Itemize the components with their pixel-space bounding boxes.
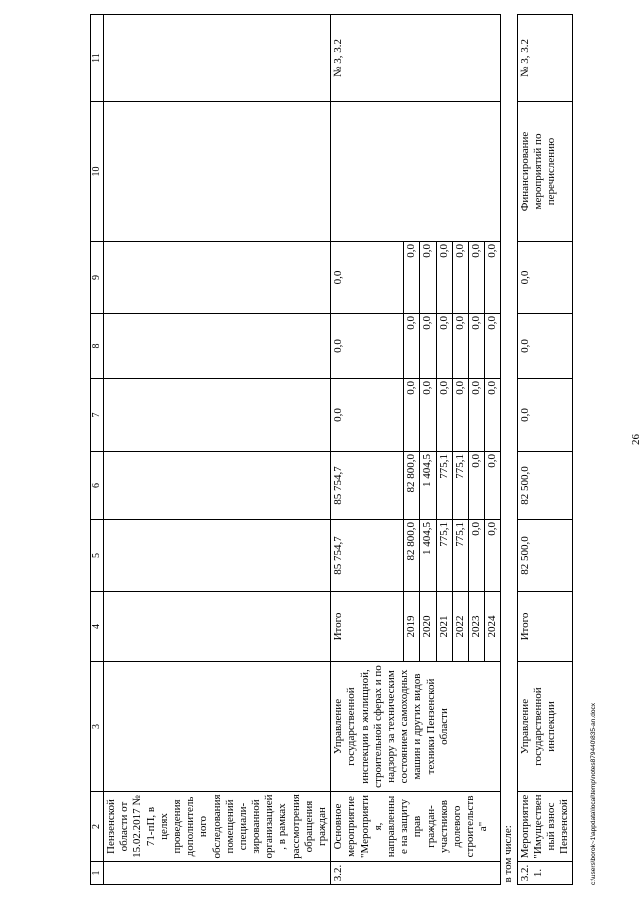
- in-that-number-label: в том числе:: [502, 825, 515, 883]
- value-cell: 0,0: [420, 314, 436, 379]
- col-header-4: 4: [91, 592, 104, 662]
- value-cell: 0,0: [404, 242, 420, 314]
- year-cell: 2020: [420, 592, 436, 662]
- value-cell: 0,0: [468, 314, 484, 379]
- col-header-5: 5: [91, 520, 104, 592]
- value-cell: 1 404,5: [420, 452, 436, 520]
- header-row: [91, 15, 104, 885]
- row-3-2-1-c8: 0,0: [517, 314, 573, 379]
- value-cell: 0,0: [436, 242, 452, 314]
- row-3-2-total-c8: 0,0: [331, 314, 404, 379]
- page-number: 26: [630, 434, 642, 445]
- value-cell: 0,0: [452, 314, 468, 379]
- col-header-7: 7: [91, 379, 104, 452]
- value-cell: 0,0: [468, 520, 484, 592]
- year-cell: 2019: [404, 592, 420, 662]
- col-header-1: 1: [91, 862, 104, 885]
- cont-c3: [104, 662, 331, 792]
- value-cell: 0,0: [485, 314, 501, 379]
- cont-c1: [104, 862, 331, 885]
- col-header-3: 3: [91, 662, 104, 792]
- value-cell: 0,0: [485, 242, 501, 314]
- col-header-8: 8: [91, 314, 104, 379]
- row-3-2-name: Основное мероприятие "Мероприятия, направленные на защиту прав граждан-участников долевого строительства": [331, 792, 501, 862]
- value-cell: 0,0: [485, 379, 501, 452]
- value-cell: 0,0: [420, 242, 436, 314]
- value-cell: 0,0: [485, 520, 501, 592]
- col-header-9: 9: [91, 242, 104, 314]
- cont-c7: [104, 379, 331, 452]
- cont-c8: [104, 314, 331, 379]
- cont-c5: [104, 520, 331, 592]
- value-cell: 775,1: [452, 520, 468, 592]
- row-3-2-executor: Управление государственной инспекции в жилищной, строительной сферах и по надзору за техническим состоянием самоходных машин и других видов техники Пензенской области: [331, 662, 501, 792]
- file-path-footer: c:\users\borok~1\appdata\local\temp\notes879440\835-an.docx: [590, 703, 597, 885]
- in-that-number-row: [501, 15, 517, 885]
- cont-c11: [104, 15, 331, 102]
- year-cell: 2023: [468, 592, 484, 662]
- col-header-11: 11: [91, 15, 104, 102]
- row-3-2-1-total-label: Итого: [517, 592, 573, 662]
- value-cell: 0,0: [404, 379, 420, 452]
- value-cell: 82 800,0: [404, 452, 420, 520]
- row-3-2-1-c9: 0,0: [517, 242, 573, 314]
- value-cell: 0,0: [485, 452, 501, 520]
- value-cell: 0,0: [436, 379, 452, 452]
- row-3-2-total-c7: 0,0: [331, 379, 404, 452]
- value-cell: 0,0: [452, 242, 468, 314]
- value-cell: 0,0: [452, 379, 468, 452]
- value-cell: 0,0: [420, 379, 436, 452]
- cont-c6: [104, 452, 331, 520]
- cont-c4: [104, 592, 331, 662]
- row-3-2-1-c7: 0,0: [517, 379, 573, 452]
- row-3-2-1-c5: 82 500,0: [517, 520, 573, 592]
- year-cell: 2024: [485, 592, 501, 662]
- program-table: [90, 14, 573, 885]
- value-cell: 82 800,0: [404, 520, 420, 592]
- value-cell: 775,1: [436, 452, 452, 520]
- row-3-2-total-c5: 85 754,7: [331, 520, 404, 592]
- value-cell: 0,0: [468, 379, 484, 452]
- row-3-2-1-number: 3.2.1.: [517, 862, 573, 885]
- row-3-2-total-c9: 0,0: [331, 242, 404, 314]
- col-header-10: 10: [91, 102, 104, 242]
- value-cell: 0,0: [468, 452, 484, 520]
- col-header-2: 2: [91, 792, 104, 862]
- row-3-2-1-c6: 82 500,0: [517, 452, 573, 520]
- row-3-2-1: [517, 15, 573, 885]
- row-3-2-c11: № 3, 3.2: [331, 15, 501, 102]
- rotated-page: [90, 15, 597, 885]
- row-3-2-total-label: Итого: [331, 592, 404, 662]
- row-3-2-1-name: Мероприятие "Имущественный взнос Пензенской: [517, 792, 573, 862]
- year-cell: 2021: [436, 592, 452, 662]
- row-3-2-1-c10: Финансирование мероприятий по перечислению: [517, 102, 573, 242]
- row-3-2-total: [331, 15, 404, 885]
- value-cell: 0,0: [468, 242, 484, 314]
- row-3-2-1-executor: Управление государственной инспекции: [517, 662, 573, 792]
- value-cell: 775,1: [436, 520, 452, 592]
- row-3-2-number: 3.2.: [331, 862, 501, 885]
- col-header-6: 6: [91, 452, 104, 520]
- cont-c9: [104, 242, 331, 314]
- row-3-2-1-c11: № 3, 3.2: [517, 15, 573, 102]
- row-3-2-total-c6: 85 754,7: [331, 452, 404, 520]
- value-cell: 1 404,5: [420, 520, 436, 592]
- year-cell: 2022: [452, 592, 468, 662]
- value-cell: 775,1: [452, 452, 468, 520]
- row-3-2-c10: [331, 102, 501, 242]
- cont-c2: Пензенской области от 15.02.2017 № 71-пП, в целях проведения дополнительного обследования помещений специали-зированной организацией, в рамках рассмотрения обращения граждан: [104, 792, 331, 862]
- cont-c10: [104, 102, 331, 242]
- value-cell: 0,0: [404, 314, 420, 379]
- value-cell: 0,0: [436, 314, 452, 379]
- continuation-row: [104, 15, 331, 885]
